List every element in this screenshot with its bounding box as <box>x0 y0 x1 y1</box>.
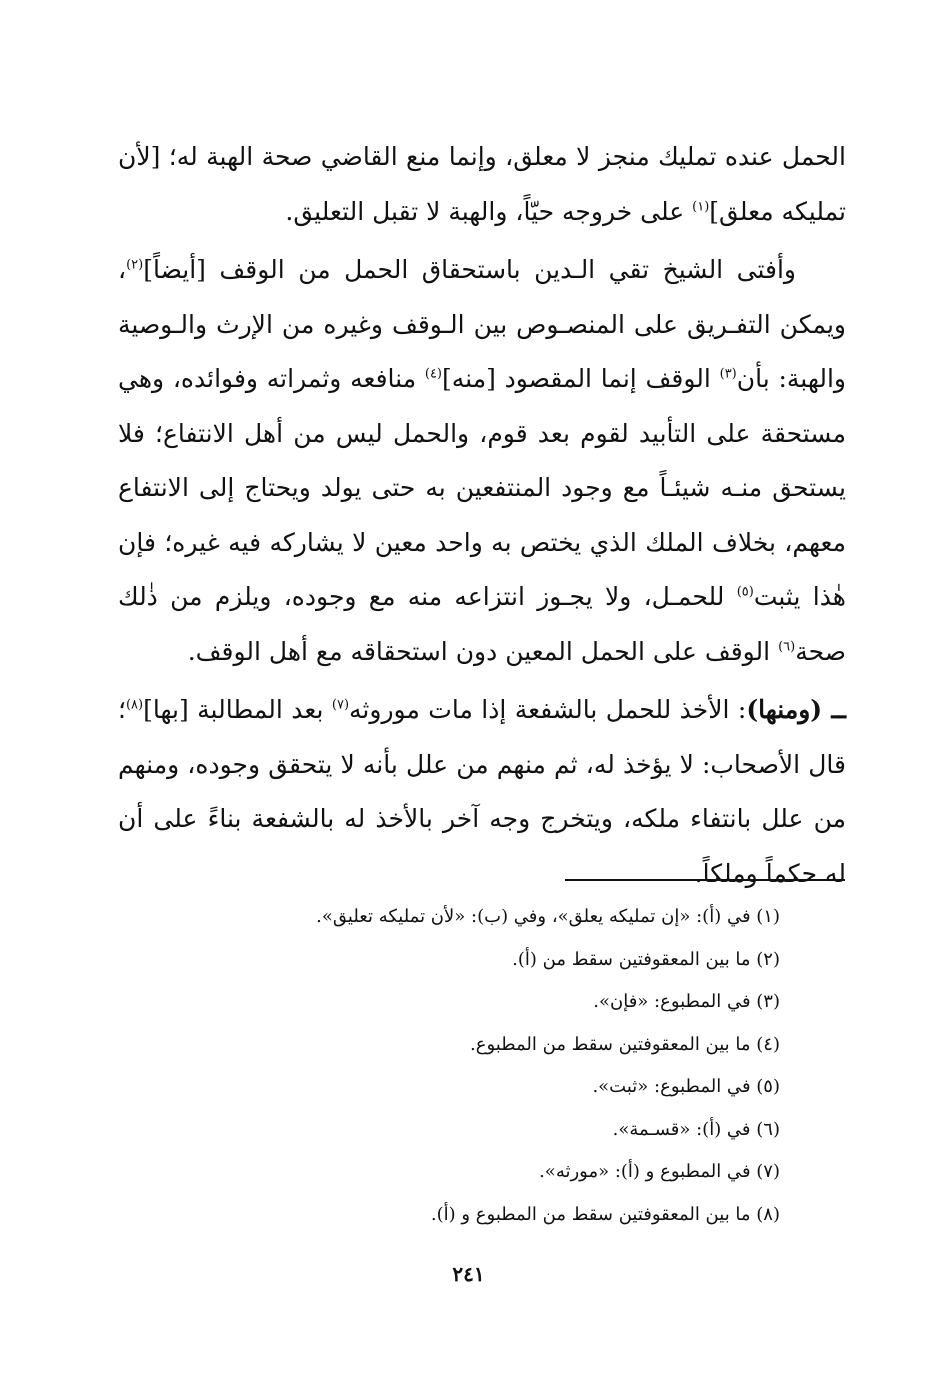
footnote-separator <box>565 879 845 881</box>
footnote-3: (٣) في المطبوع: «فإن». <box>593 991 780 1012</box>
paragraph-text: على خروجه حيّاً، والهبة لا تقبل التعليق. <box>285 196 693 226</box>
footnote-4: (٤) ما بين المعقوفتين سقط من المطبوع. <box>470 1033 780 1055</box>
footnotes <box>120 896 780 1236</box>
paragraph-3 <box>118 683 846 901</box>
footnote-marker: (٦) <box>778 639 796 655</box>
footnote-marker: (٧) <box>331 697 350 713</box>
paragraph-text: منافعه وثمراته وفوائده، وهي مستحقة على التأبيد لقوم بعد قوم، والحمل ليس من أهل الانتفاع؛ فلا يستحق منـه شيئـاً مع وجود المنتفعين به حتى يولد ويحتاج إلى الانتفاع معهم، بخلاف الملك الذي يختص به واحد معين لا يشاركه فيه غيره؛ فإن هٰذا يثبت <box>118 364 846 611</box>
footnote-6: (٦) في (أ): «قسـمة». <box>612 1118 780 1140</box>
footnote-5: (٥) في المطبوع: «ثبت». <box>592 1076 780 1097</box>
paragraph-text: ؛ قال الأصحاب: لا يؤخذ له، ثم منهم من علل بأنه لا يتحقق وجوده، ومنهم من علل بانتفاء ملكه، ويتخرج وجه آخر بالأخذ له بالشفعة بناءً على أن له حكماً وملكاً. <box>118 695 846 888</box>
paragraph-2 <box>118 243 846 679</box>
paragraph-text: ، ويمكن التفـريق على المنصـوص بين الـوقف وغيره من الإرث والـوصية والهبة: بأن <box>118 255 846 393</box>
footnote-7: (٧) في المطبوع و (أ): «مورثه». <box>539 1161 780 1182</box>
paragraph-text: للحمـل، ولا يجـوز انتزاعه منه مع وجوده، ويلزم من ذٰلك صحة <box>118 582 846 666</box>
footnote-marker: (٨) <box>125 697 144 713</box>
paragraph-1 <box>118 130 846 239</box>
footnote-marker: (٢) <box>126 257 144 273</box>
paragraph-text: الوقف إنما المقصود [منه] <box>442 364 720 393</box>
footnote-marker: (١) <box>692 199 710 215</box>
footnote-2: (٢) ما بين المعقوفتين سقط من (أ). <box>512 948 780 970</box>
section-lead: ــ (ومنها) <box>746 695 846 724</box>
paragraph-text: : الأخذ للحمل بالشفعة إذا مات موروثه <box>349 695 747 724</box>
main-text <box>118 130 846 901</box>
paragraph-text: بعد المطالبة [بها] <box>143 695 332 724</box>
footnote-8: (٨) ما بين المعقوفتين سقط من المطبوع و (أ). <box>430 1203 780 1225</box>
footnote-marker: (٣) <box>719 366 737 382</box>
paragraph-text: الوقف على الحمل المعين دون استحقاقه مع أهل الوقف. <box>187 636 779 666</box>
footnote-marker: (٤) <box>424 366 442 382</box>
paragraph-text: وأفتى الشيخ تقي الـدين باستحقاق الحمل من الوقف [أيضاً] <box>143 255 796 284</box>
footnote-marker: (٥) <box>736 584 754 600</box>
paragraph-text: الحمل عنده تمليك منجز لا معلق، وإنما منع القاضي صحة الهبة له؛ [لأن تمليكه معلق] <box>118 142 846 226</box>
page-number: ٢٤١ <box>452 1262 485 1286</box>
footnote-1: (١) في (أ): «إن تمليكه يعلق»، وفي (ب): «لأن تمليكه تعليق». <box>316 906 780 927</box>
